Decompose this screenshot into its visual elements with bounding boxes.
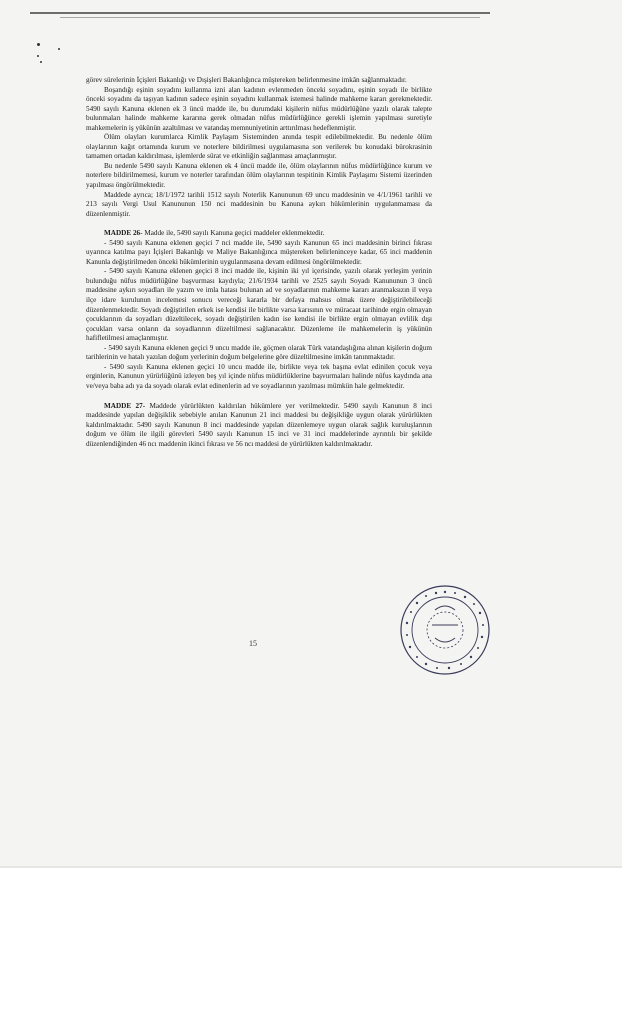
article-title: MADDE 27- xyxy=(104,401,146,410)
scan-speck xyxy=(37,55,39,57)
top-rule xyxy=(30,12,490,14)
paragraph: - 5490 sayılı Kanuna eklenen geçici 9 uncu madde ile, göçmen olarak Türk vatandaşlığına alınan kişilerin doğum tarihlerinin ve hatalı yazılan doğum yerlerinin doğum belgelerine göre düzeltilmesine imkân tanınmaktadır. xyxy=(86,343,432,362)
paragraph: Ölüm olayları kurumlarca Kimlik Paylaşım Sisteminden anında tespit edilebilmektedir. Bu nedenle ölüm olaylarının kağıt ortamında kurum ve noterlere bildirilmesi uygulamasına son verilerek bu konudaki bürokrasinin tamamen ortadan kaldırılması, işlemlerde sürat ve etkinliğin sağlanması amaçlanmıştır. xyxy=(86,133,432,161)
scan-bottom-edge xyxy=(0,866,622,868)
document-body xyxy=(86,76,432,449)
article-26-paragraph xyxy=(86,229,432,239)
paragraph: görev sürelerinin İçişleri Bakanlığı ve Dışişleri Bakanlığınca müştereken belirlenmesine imkân sağlanmaktadır. xyxy=(86,76,407,84)
scan-speck xyxy=(37,43,40,46)
article-text: Madde ile, 5490 sayılı Kanuna geçici maddeler eklenmektedir. xyxy=(142,229,325,238)
top-rule-thin xyxy=(60,17,480,18)
article-title: MADDE 26- xyxy=(104,229,143,238)
paragraph: Maddede ayrıca; 18/1/1972 tarihli 1512 sayılı Noterlik Kanununun 69 uncu maddesinin ve 4/1/1961 tarihli ve 213 sayılı Vergi Usul Kanununun 150 nci maddesinin bu Kanuna aykırı hükümlerinin uygulanmaması da düzenlenmiştir. xyxy=(86,190,432,218)
article-text: Maddede yürürlükten kaldırılan hükümlere yer verilmektedir. 5490 sayılı Kanunun 8 inci maddesinde yapılan değişiklik sebebiyle anılan Kanunun 21 inci maddesi bu değişikliğe uygun olarak yürürlükten kaldırılmaktadır. 5490 sayılı Kanunun 8 inci maddesinde yapılan düzenlemeye uygun olarak sağlık kuruluşlarının doğum ve ölüm ile ilgili görevleri 5490 sayılı Kanunun 15 inci ve 31 inci maddelerinde ayrıntılı bir şekilde düzenlendiğinden 46 ncı maddenin ikinci fıkrası ve 56 ncı maddesi de yürürlükten kaldırılmaktadır. xyxy=(86,401,432,448)
page-number: 15 xyxy=(249,639,257,648)
official-stamp-seal xyxy=(395,580,495,680)
paragraph: - 5490 sayılı Kanuna eklenen geçici 8 inci madde ile, kişinin iki yıl içerisinde, yazılı olarak yerleşim yerinin bulunduğu nüfus müdürlüğüne başvurması kaydıyla; 21/6/1934 tarihli ve 2525 sayılı Soyadı Kanununun 3 üncü maddesine aykırı soyadları ile yazım ve imla hatası bulunan ad ve soyadlarının mahkeme kararı aranmaksızın il veya ilçe idare kurulunun incelemesi sonucu vereceği kararla bir defaya mahsus olmak üzere değiştirilebileceği düzenlenmektedir. Soyadı değiştirilen erkek ise kendisi ile birlikte varsa karısının ve müracaat tarihinde ergin olmayan çocuklarının da soyadları düzeltilecek, soyadı değiştirilen kadın ise kendisi ile birlikte ergin olmayan evlilik dışı çocukları varsa onların da soyadlarının düzeltilmesi sağlanacaktır. Düzenleme ile mahkemelerin iş yükünün hafifletilmesi amaçlanmıştır. xyxy=(86,267,432,343)
paragraph: Boşandığı eşinin soyadını kullanma izni alan kadının evlenmeden önceki soyadını, eşinin soyadı ile birlikte önceki soyadını da taşıyan kadının sadece eşinin soyadını kullanmak istemesi halinde mahkeme kararı gerekmektedir. 5490 sayılı Kanuna eklenen ek 3 üncü madde ile, bu durumdaki kişilerin nüfus müdürlüğüne yazılı olarak talepte bulunmaları halinde mahkeme kararına gerek olmadan nüfus müdürlüğünce gerekli işlemin yapılması suretiyle mahkemelerin iş yükünün azaltılması ve vatandaş memnuniyetinin arttırılması hedeflenmiştir. xyxy=(86,85,432,132)
scan-speck xyxy=(40,61,42,63)
paragraph: - 5490 sayılı Kanuna eklenen geçici 7 nci madde ile, 5490 sayılı Kanunun 65 inci maddesinin birinci fıkrası uyarınca katılma payı İçişleri Bakanlığı ve Maliye Bakanlığınca müştereken belirleninceye kadar, 65 inci maddenin Kanunla değiştirilmeden önceki hükümlerinin uygulanmasına devam edilmesi öngörülmektedir. xyxy=(86,238,432,266)
scan-speck xyxy=(58,48,60,50)
article-27-paragraph xyxy=(86,402,432,450)
paragraph: - 5490 sayılı Kanuna eklenen geçici 10 uncu madde ile, birlikte veya tek başına evlat edinilen çocuk veya erginlerin, Kanunun yürürlüğünü izleyen beş yıl içinde nüfus müdürlüklerine başvurmaları halinde nüfus kaydında ana ve/veya baba adı ya da soyadı olarak evlat edinenlerin ad ve soyadlarının yazılması mümkün hale gelmektedir. xyxy=(86,362,432,390)
paragraph: Bu nedenle 5490 sayılı Kanuna eklenen ek 4 üncü madde ile, ölüm olaylarının nüfus müdürlüğünce kurum ve noterlere bildirilmemesi, kurum ve noterler tarafından ölüm olaylarının tespitinin Kimlik Paylaşımı Sistemi üzerinden yapılması öngörülmektedir. xyxy=(86,161,432,190)
